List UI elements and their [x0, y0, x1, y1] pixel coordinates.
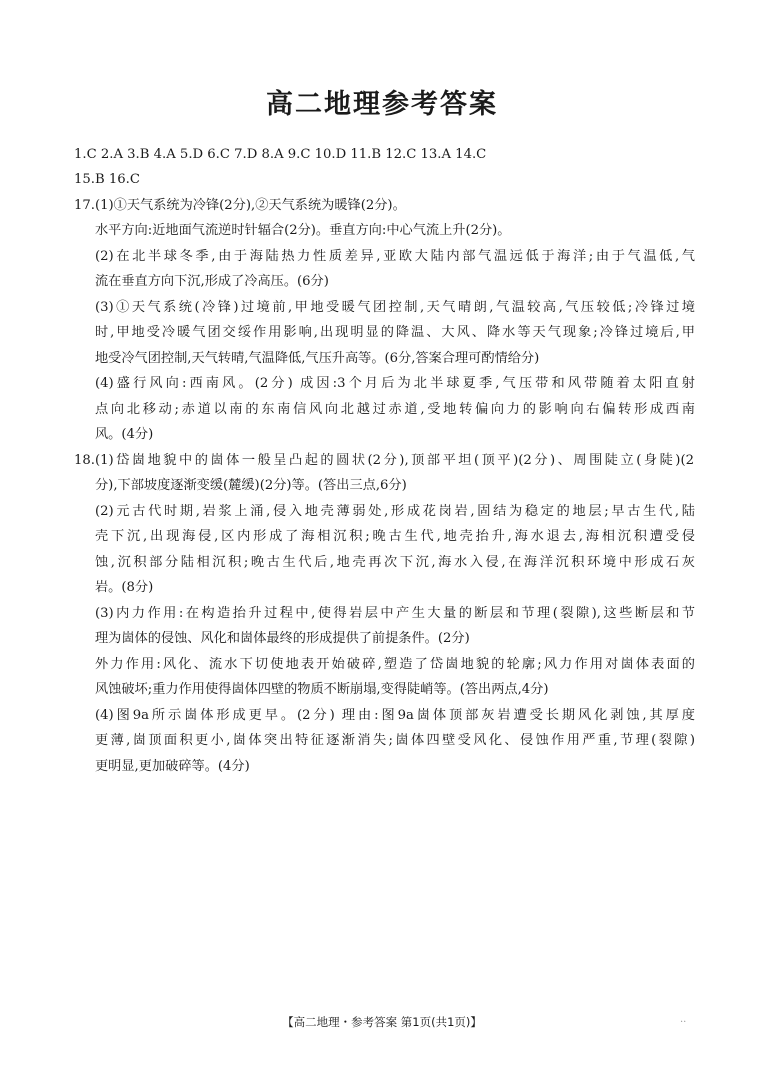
- q17-line-2: 水平方向:近地面气流逆时针辐合(2分)。垂直方向:中心气流上升(2分)。: [95, 223, 511, 238]
- q18-line-6: 岩。(8分): [95, 580, 154, 595]
- q18-line-3: (2)元古代时期,岩浆上涌,侵入地壳薄弱处,形成花岗岩,固结为稳定的地层;早古生代,陆: [95, 504, 695, 519]
- q18-line-10: 风蚀破坏;重力作用使得崮体四壁的物质不断崩塌,变得陡峭等。(答出两点,4分): [95, 682, 549, 697]
- q18-line-8: 理为崮体的侵蚀、风化和崮体最终的形成提供了前提条件。(2分): [95, 631, 470, 646]
- q18-line-1: 18.(1)岱崮地貌中的崮体一般呈凸起的圆状(2分),顶部平坦(顶平)(2分)、周围陡立(身陡)(2: [74, 453, 694, 468]
- q17-line-1: 17.(1)①天气系统为冷锋(2分),②天气系统为暖锋(2分)。: [74, 198, 406, 213]
- answer-line-mc-2: 15.B 16.C: [74, 172, 140, 187]
- q18-line-9: 外力作用:风化、流水下切使地表开始破碎,塑造了岱崮地貌的轮廓;风力作用对崮体表面的: [95, 657, 695, 672]
- q18-line-5: 蚀,沉积部分陆相沉积;晚古生代后,地壳再次下沉,海水入侵,在海洋沉积环境中形成石灰: [95, 555, 695, 570]
- q17-line-9: 点向北移动;赤道以南的东南信风向北越过赤道,受地转偏向力的影响向右偏转形成西南: [95, 402, 695, 417]
- q18-line-13: 更明显,更加破碎等。(4分): [95, 759, 250, 774]
- q17-line-8: (4)盛行风向:西南风。(2分) 成因:3个月后为北半球夏季,气压带和风带随着太阳直射: [95, 376, 695, 391]
- page-footer: 【高二地理・参考答案 第1页(共1页)】: [282, 1015, 482, 1029]
- q18-line-4: 壳下沉,出现海侵,区内形成了海相沉积;晚古生代,地壳抬升,海水退去,海相沉积遭受侵: [95, 529, 695, 544]
- q18-line-7: (3)内力作用:在构造抬升过程中,使得岩层中产生大量的断层和节理(裂隙),这些断层和节: [95, 606, 695, 621]
- q17-line-5: (3)①天气系统(冷锋)过境前,甲地受暖气团控制,天气晴朗,气温较高,气压较低;冷锋过境: [95, 300, 695, 315]
- q18-line-2: 分),下部坡度逐渐变缓(麓缓)(2分)等。(答出三点,6分): [95, 478, 407, 493]
- answer-line-mc-1: 1.C 2.A 3.B 4.A 5.D 6.C 7.D 8.A 9.C 10.D 11.B 12.C 13.A 14.C: [74, 147, 487, 162]
- q17-line-7: 地受冷气团控制,天气转晴,气温降低,气压升高等。(6分,答案合理可酌情给分): [95, 351, 540, 366]
- q18-line-11: (4)图9a所示崮体形成更早。(2分) 理由:图9a崮体顶部灰岩遭受长期风化剥蚀,其厚度: [95, 708, 695, 723]
- corner-mark: ..: [680, 1014, 687, 1025]
- q17-line-4: 流在垂直方向下沉,形成了冷高压。(6分): [95, 274, 329, 289]
- page-title: 高二地理参考答案: [266, 89, 498, 120]
- q17-line-10: 风。(4分): [95, 427, 154, 442]
- q18-line-12: 更薄,崮顶面积更小,崮体突出特征逐渐消失;崮体四壁受风化、侵蚀作用严重,节理(裂隙): [95, 733, 695, 748]
- q17-line-6: 时,甲地受冷暖气团交绥作用影响,出现明显的降温、大风、降水等天气现象;冷锋过境后,甲: [95, 325, 695, 340]
- q17-line-3: (2)在北半球冬季,由于海陆热力性质差异,亚欧大陆内部气温远低于海洋;由于气温低,气: [95, 249, 695, 264]
